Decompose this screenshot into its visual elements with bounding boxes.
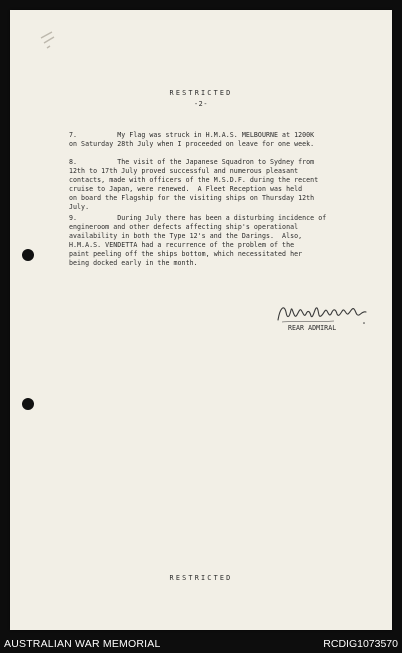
paragraph-line: on board the Flagship for the visiting ships on Thursday 12th bbox=[69, 194, 315, 202]
paragraph-line: 7. My Flag was struck in H.M.A.S. MELBOURNE at 1200K bbox=[69, 131, 315, 139]
paragraph-line: July. bbox=[69, 203, 90, 211]
staple-mark-icon bbox=[38, 28, 58, 54]
record-id: RCDIG1073570 bbox=[323, 638, 398, 650]
classification-header: RESTRICTED bbox=[169, 89, 233, 97]
signature-title: REAR ADMIRAL bbox=[288, 324, 337, 332]
paragraph-line: paint peeling off the ships bottom, which necessitated her bbox=[69, 250, 303, 258]
punch-hole-upper bbox=[22, 249, 34, 261]
paragraph-line: engineroom and other defects affecting ship's operational bbox=[69, 223, 299, 231]
punch-hole-lower bbox=[22, 398, 34, 410]
paragraph-line: contacts, made with officers of the M.S.D.F. during the recent bbox=[69, 176, 319, 184]
paragraph-line: 12th to 17th July proved successful and numerous pleasant bbox=[69, 167, 299, 175]
classification-footer: RESTRICTED bbox=[169, 574, 233, 582]
paragraph-line: 9. During July there has been a disturbing incidence of bbox=[69, 214, 327, 222]
institution-name: AUSTRALIAN WAR MEMORIAL bbox=[4, 638, 161, 650]
archive-footer-bar bbox=[0, 634, 402, 653]
paragraph-line: availability in both the Type 12's and the Darings. Also, bbox=[69, 232, 303, 240]
paragraph-line: being docked early in the month. bbox=[69, 259, 198, 267]
document-page bbox=[10, 10, 392, 630]
paragraph-line: cruise to Japan, were renewed. A Fleet Reception was held bbox=[69, 185, 303, 193]
paragraph-line: 8. The visit of the Japanese Squadron to Sydney from bbox=[69, 158, 315, 166]
paragraph-line: H.M.A.S. VENDETTA had a recurrence of the problem of the bbox=[69, 241, 295, 249]
page-number: -2- bbox=[193, 100, 209, 108]
paragraph-line: on Saturday 28th July when I proceeded on leave for one week. bbox=[69, 140, 315, 148]
